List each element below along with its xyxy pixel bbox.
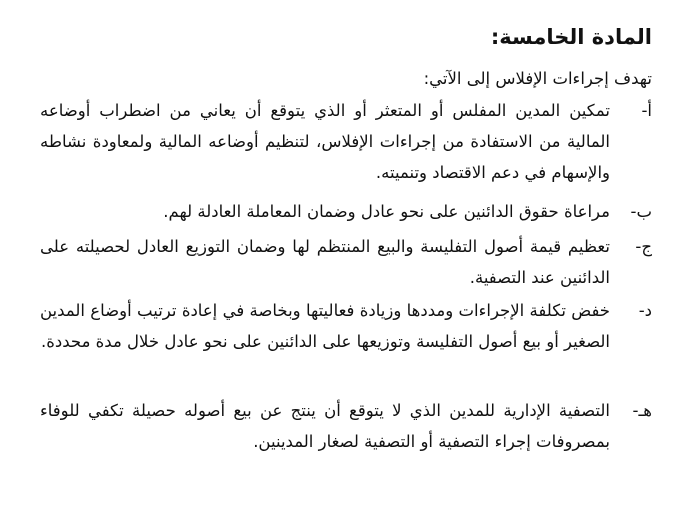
item-text: تمكين المدين المفلس أو المتعثر أو الذي يتوقع أن يعاني من اضطراب أوضاعه المالية من الاستفادة من إجراءات الإفلاس، لتنظيم أوضاعه المالية ولمعاودة نشاطه والإسهام في دعم الاقتصاد وتنميته. <box>40 101 610 182</box>
item-text: خفض تكلفة الإجراءات ومددها وزيادة فعاليتها وبخاصة في إعادة ترتيب أوضاع المدين الصغير أو بيع أصول التفليسة وتوزيعها على الدائنين على نحو عادل خلال مدة محددة. <box>40 301 610 351</box>
list-item-b <box>40 196 652 227</box>
list-item-e <box>40 395 652 457</box>
item-text: مراعاة حقوق الدائنين على نحو عادل وضمان المعاملة العادلة لهم. <box>163 202 610 221</box>
item-text: تعظيم قيمة أصول التفليسة والبيع المنتظم لها وضمان التوزيع العادل لحصيلته على الدائنين عند التصفية. <box>40 237 610 287</box>
list-item-d <box>40 295 652 357</box>
item-marker: ب- <box>630 202 652 221</box>
item-marker: أ- <box>641 101 652 120</box>
list-item-c <box>40 231 652 293</box>
list-item-a <box>40 95 652 188</box>
item-text: التصفية الإدارية للمدين الذي لا يتوقع أن ينتج عن بيع أصوله حصيلة تكفي للوفاء بمصروفات إجراء التصفية أو التصفية لصغار المدينين. <box>40 401 610 451</box>
article-intro: تهدف إجراءات الإفلاس إلى الآتي: <box>423 69 652 88</box>
article-title: المادة الخامسة: <box>490 25 652 49</box>
item-marker: ج- <box>635 237 652 256</box>
item-marker: د- <box>638 301 652 320</box>
item-marker: هـ- <box>632 401 652 420</box>
